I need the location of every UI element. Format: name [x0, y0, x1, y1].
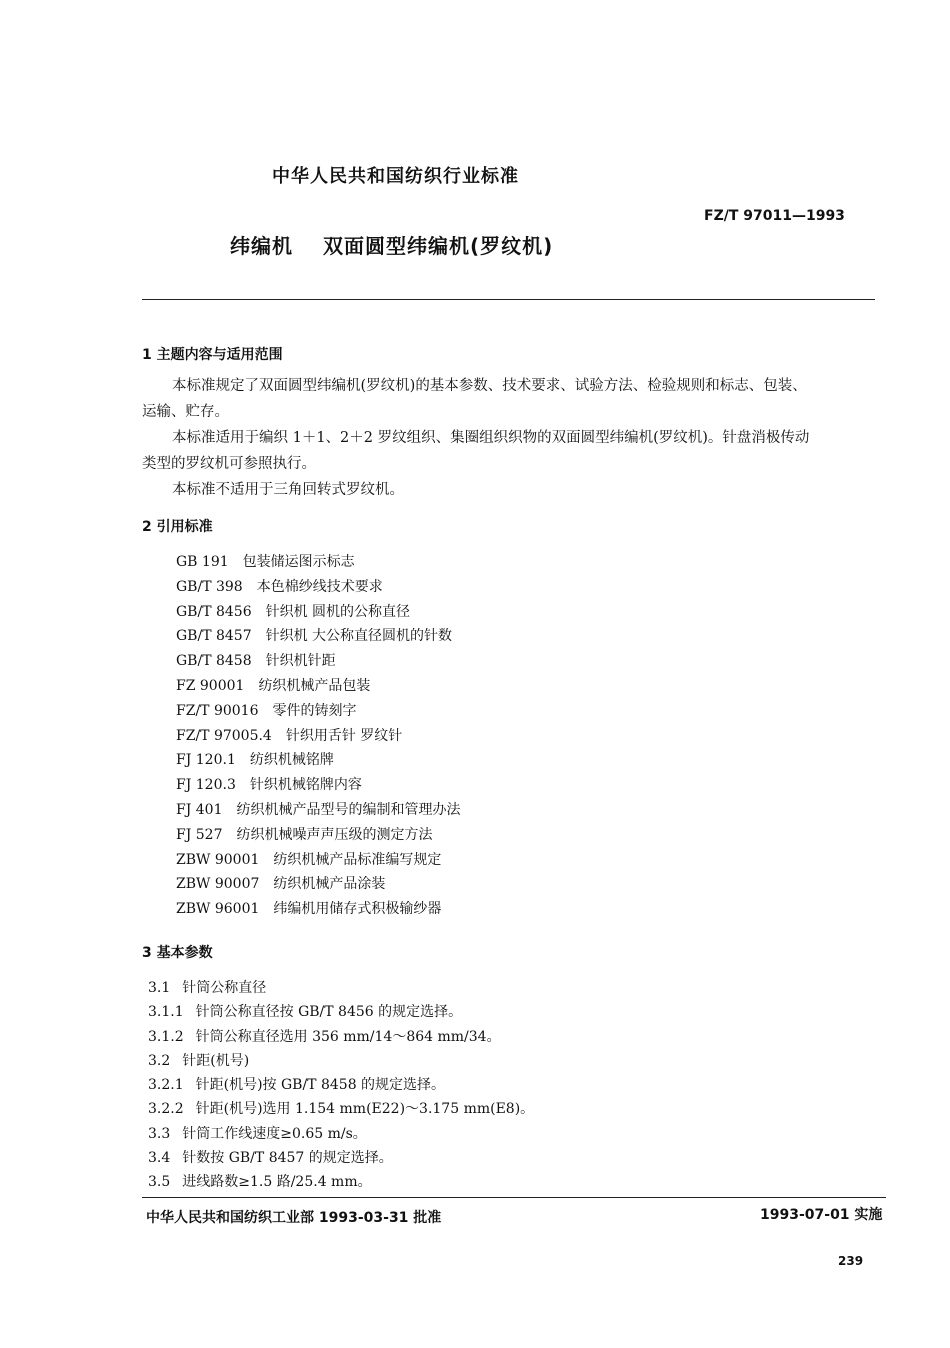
page-number: 239	[838, 1254, 864, 1268]
parameter-text: 针筒公称直径	[182, 980, 267, 996]
reference-code: FJ 527	[176, 826, 223, 843]
reference-code: GB/T 8458	[176, 653, 252, 670]
reference-code: FJ 401	[176, 801, 223, 818]
parameter-text: 针距(机号)按 GB/T 8458 的规定选择。	[195, 1077, 446, 1094]
section1-p3: 本标准不适用于三角回转式罗纹机。	[172, 482, 404, 498]
section3-heading: 3 基本参数	[142, 945, 213, 961]
reference-item	[176, 897, 461, 922]
implementation-date: 1993-07-01 实施	[760, 1207, 883, 1223]
reference-code: GB/T 8457	[176, 628, 252, 645]
parameter-number: 3.2.2	[148, 1101, 184, 1118]
header-divider	[142, 299, 875, 300]
reference-code: GB 191	[176, 554, 229, 570]
parameter-text: 针距(机号)	[182, 1052, 250, 1069]
parameter-text: 针数按 GB/T 8457 的规定选择。	[182, 1150, 393, 1167]
reference-item	[176, 649, 461, 674]
reference-title: 针织用舌针 罗纹针	[285, 727, 403, 744]
parameter-list	[148, 976, 534, 1195]
parameter-item	[148, 1122, 534, 1146]
parameter-item	[148, 976, 534, 1000]
standard-code: FZ/T 97011—1993	[704, 208, 845, 224]
reference-item	[176, 575, 461, 600]
section1-heading: 1 主题内容与适用范围	[142, 347, 283, 363]
parameter-item	[148, 1146, 534, 1170]
reference-title: 纺织机械产品涂装	[273, 876, 386, 893]
reference-code: ZBW 96001	[176, 901, 260, 918]
industry-standard-label: 中华人民共和国纺织行业标准	[272, 166, 519, 187]
reference-item	[176, 699, 461, 724]
parameter-item	[148, 1025, 534, 1049]
section1-p1-line2: 运输、贮存。	[142, 404, 229, 420]
reference-item	[176, 724, 461, 749]
reference-title: 纬编机用储存式积极输纱器	[273, 901, 442, 918]
reference-code: ZBW 90007	[176, 876, 260, 893]
parameter-item	[148, 1049, 534, 1073]
reference-item	[176, 600, 461, 625]
section1-p1-line1: 本标准规定了双面圆型纬编机(罗纹机)的基本参数、技术要求、试验方法、检验规则和标志、包装、	[172, 378, 807, 394]
parameter-number: 3.2	[148, 1052, 171, 1069]
reference-title: 针织机针距	[265, 653, 336, 670]
parameter-text: 针筒公称直径按 GB/T 8456 的规定选择。	[195, 1004, 463, 1021]
reference-item	[176, 773, 461, 798]
approval-text: 中华人民共和国纺织工业部 1993-03-31 批准	[146, 1210, 442, 1226]
reference-item	[176, 872, 461, 897]
reference-item	[176, 674, 461, 699]
reference-item	[176, 624, 461, 649]
reference-code: GB/T 8456	[176, 603, 252, 620]
reference-item	[176, 798, 461, 823]
reference-list	[176, 550, 461, 922]
reference-title: 零件的铸刻字	[272, 702, 357, 719]
reference-item	[176, 823, 461, 848]
reference-title: 纺织机械噪声声压级的测定方法	[236, 826, 433, 843]
reference-title: 纺织机械产品型号的编制和管理办法	[236, 801, 461, 818]
reference-item	[176, 748, 461, 773]
parameter-number: 3.1	[148, 980, 171, 996]
parameter-text: 针距(机号)选用 1.154 mm(E22)～3.175 mm(E8)。	[195, 1101, 535, 1118]
reference-code: FJ 120.3	[176, 777, 236, 794]
section1-p2-line2: 类型的罗纹机可参照执行。	[142, 456, 316, 472]
reference-title: 针织机 大公称直径圆机的针数	[265, 628, 453, 645]
reference-title: 纺织机械产品标准编写规定	[273, 851, 442, 868]
reference-code: ZBW 90001	[176, 851, 260, 868]
reference-title: 纺织机械铭牌	[249, 752, 334, 769]
parameter-text: 针筒工作线速度≥0.65 m/s。	[182, 1125, 367, 1142]
parameter-number: 3.5	[148, 1174, 171, 1191]
reference-code: FZ 90001	[176, 677, 245, 694]
reference-title: 针织机 圆机的公称直径	[265, 603, 411, 620]
parameter-item	[148, 1170, 534, 1194]
reference-title: 包装储运图示标志	[242, 554, 355, 570]
parameter-item	[148, 1097, 534, 1121]
reference-code: GB/T 398	[176, 578, 243, 595]
parameter-text: 针筒公称直径选用 356 mm/14～864 mm/34。	[195, 1028, 501, 1045]
parameter-number: 3.2.1	[148, 1077, 184, 1094]
parameter-number: 3.1.1	[148, 1004, 184, 1021]
reference-title: 本色棉纱线技术要求	[256, 578, 383, 595]
reference-title: 纺织机械产品包装	[258, 677, 371, 694]
page-title	[230, 230, 553, 259]
parameter-item	[148, 1073, 534, 1097]
reference-item	[176, 550, 461, 575]
parameter-number: 3.4	[148, 1150, 171, 1167]
reference-code: FZ/T 90016	[176, 702, 259, 719]
reference-code: FJ 120.1	[176, 752, 236, 769]
parameter-number: 3.3	[148, 1125, 171, 1142]
parameter-text: 进线路数≥1.5 路/25.4 mm。	[182, 1174, 372, 1191]
parameter-item	[148, 1000, 534, 1024]
reference-item	[176, 848, 461, 873]
title-part2: 双面圆型纬编机(罗纹机)	[323, 234, 554, 258]
section1-p2-line1: 本标准适用于编织 1＋1、2＋2 罗纹组织、集圈组织织物的双面圆型纬编机(罗纹机)。针盘消极传动	[172, 430, 810, 446]
title-part1: 纬编机	[230, 234, 293, 258]
section2-heading: 2 引用标准	[142, 519, 213, 535]
reference-title: 针织机械铭牌内容	[249, 777, 362, 794]
footer-divider	[142, 1197, 886, 1198]
reference-code: FZ/T 97005.4	[176, 727, 272, 744]
parameter-number: 3.1.2	[148, 1028, 184, 1045]
